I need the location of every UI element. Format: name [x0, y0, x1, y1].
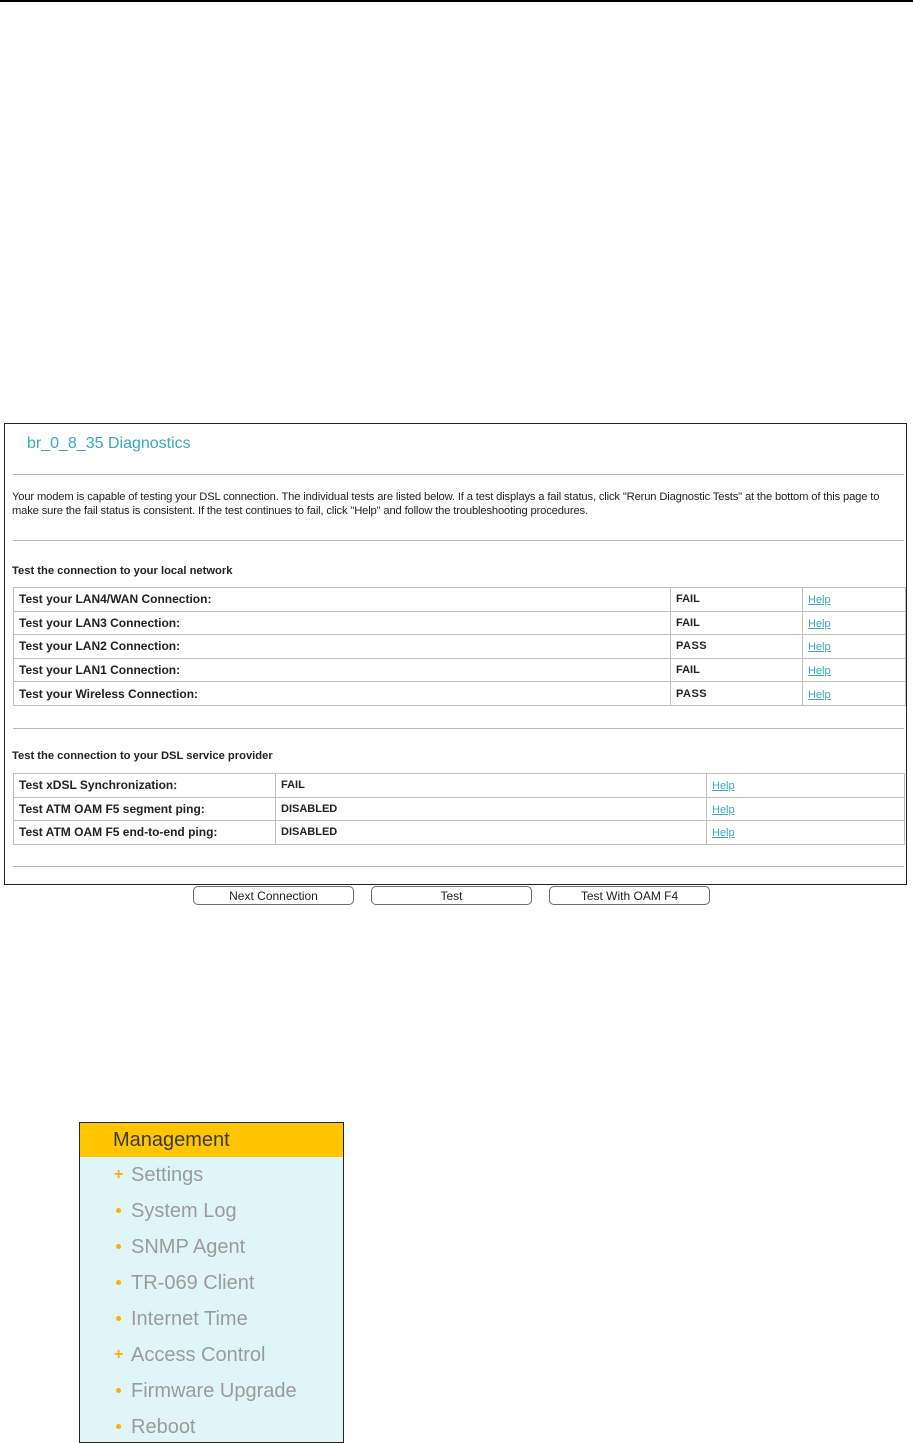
menu-item-label: Internet Time — [131, 1308, 248, 1330]
dot-icon — [116, 1244, 121, 1249]
menu-item-label: Access Control — [131, 1344, 266, 1366]
dot-icon — [116, 1316, 121, 1321]
status-badge: FAIL — [276, 774, 707, 798]
menu-item-snmp-agent[interactable] — [80, 1229, 343, 1265]
menu-item-firmware-upgrade[interactable] — [80, 1373, 343, 1409]
status-badge: DISABLED — [276, 821, 707, 845]
test-label: Test your LAN2 Connection: — [14, 635, 671, 659]
help-link[interactable]: Help — [808, 665, 831, 678]
test-label: Test your LAN1 Connection: — [14, 658, 671, 682]
status-badge: FAIL — [671, 588, 803, 612]
menu-header-management[interactable]: Management — [80, 1123, 343, 1157]
status-badge: DISABLED — [276, 797, 707, 821]
dot-icon — [116, 1208, 121, 1213]
menu-item-label: Settings — [131, 1164, 204, 1186]
page-title: br_0_8_35 Diagnostics — [27, 435, 191, 452]
dot-icon — [116, 1388, 121, 1393]
local-network-tests-table — [13, 587, 906, 706]
plus-icon: + — [114, 1346, 124, 1363]
table-row — [14, 797, 905, 821]
diagnostics-panel — [4, 423, 907, 885]
management-menu — [79, 1122, 344, 1443]
help-link[interactable]: Help — [712, 780, 735, 793]
divider — [13, 866, 904, 867]
help-link[interactable]: Help — [808, 688, 831, 701]
table-row — [14, 682, 906, 706]
test-label: Test xDSL Synchronization: — [14, 774, 276, 798]
divider — [13, 728, 904, 729]
dot-icon — [116, 1424, 121, 1429]
dsl-tests-table — [13, 773, 905, 845]
status-badge: PASS — [671, 682, 803, 706]
test-label: Test your LAN4/WAN Connection: — [14, 588, 671, 612]
test-label: Test your LAN3 Connection: — [14, 611, 671, 635]
next-connection-button[interactable]: Next Connection — [193, 886, 354, 905]
table-row — [14, 588, 906, 612]
menu-item-internet-time[interactable] — [80, 1301, 343, 1337]
table-row — [14, 658, 906, 682]
help-link[interactable]: Help — [712, 827, 735, 840]
menu-item-system-log[interactable] — [80, 1193, 343, 1229]
help-link[interactable]: Help — [808, 641, 831, 654]
menu-item-label: TR-069 Client — [131, 1272, 255, 1294]
menu-item-label: Firmware Upgrade — [131, 1380, 297, 1402]
test-button[interactable]: Test — [371, 886, 532, 905]
test-label: Test ATM OAM F5 segment ping: — [14, 797, 276, 821]
menu-item-tr069-client[interactable] — [80, 1265, 343, 1301]
menu-item-settings[interactable] — [80, 1157, 343, 1193]
test-label: Test ATM OAM F5 end-to-end ping: — [14, 821, 276, 845]
intro-text: Your modem is capable of testing your DSL connection. The individual tests are listed below. If a test displays a fail status, click "Rerun Diagnostic Tests" at the bottom of this page to make sure the fail status is consistent. If the test continues to fail, click "Help" and follow the troubleshooting procedures. — [12, 491, 880, 517]
divider — [13, 474, 904, 475]
menu-item-access-control[interactable] — [80, 1337, 343, 1373]
table-row — [14, 611, 906, 635]
table-row — [14, 774, 905, 798]
status-badge: FAIL — [671, 658, 803, 682]
menu-item-label: SNMP Agent — [131, 1236, 246, 1258]
help-link[interactable]: Help — [712, 803, 735, 816]
test-label: Test your Wireless Connection: — [14, 682, 671, 706]
menu-item-label: System Log — [131, 1200, 237, 1222]
plus-icon: + — [114, 1166, 124, 1183]
help-link[interactable]: Help — [808, 594, 831, 607]
divider — [13, 540, 904, 541]
test-with-oam-f4-button[interactable]: Test With OAM F4 — [549, 886, 710, 905]
help-link[interactable]: Help — [808, 617, 831, 630]
top-rule — [0, 0, 913, 2]
dsl-section-title: Test the connection to your DSL service provider — [12, 750, 273, 762]
dot-icon — [116, 1280, 121, 1285]
table-row — [14, 635, 906, 659]
menu-item-label: Reboot — [131, 1416, 196, 1438]
table-row — [14, 821, 905, 845]
menu-item-reboot[interactable] — [80, 1409, 343, 1443]
status-badge: PASS — [671, 635, 803, 659]
local-network-section-title: Test the connection to your local network — [12, 565, 233, 577]
status-badge: FAIL — [671, 611, 803, 635]
